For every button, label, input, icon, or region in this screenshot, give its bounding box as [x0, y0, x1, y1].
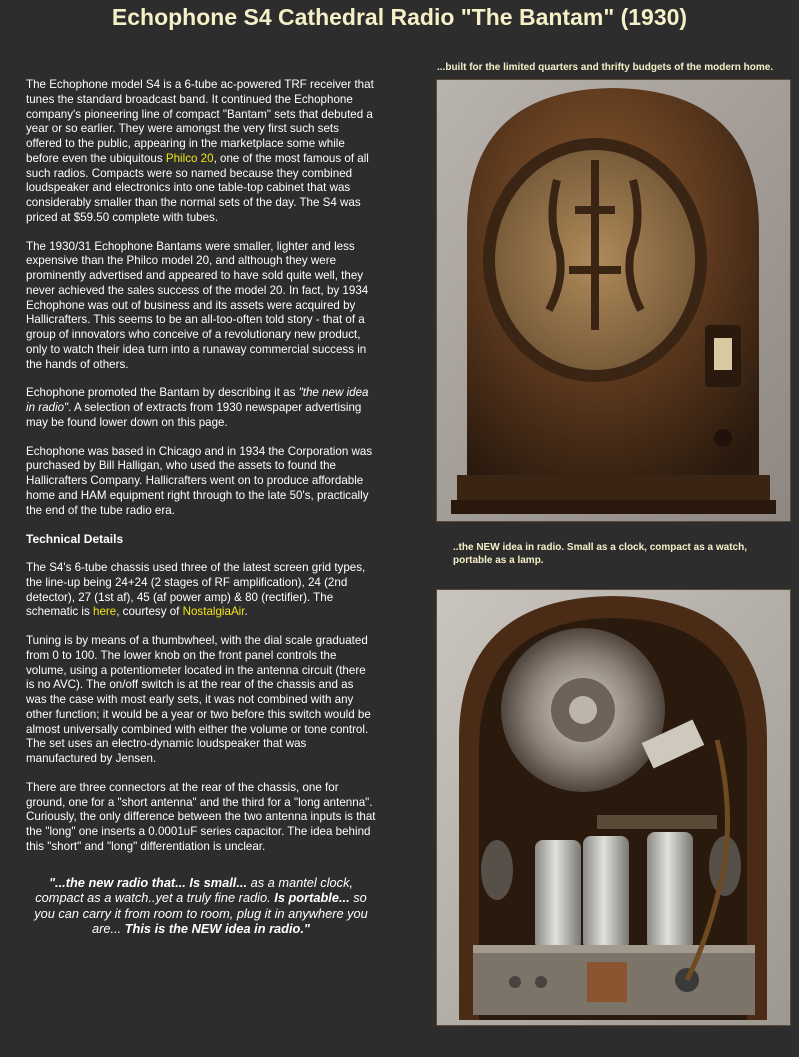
paragraph-tuning: Tuning is by means of a thumbwheel, with the dial scale graduated from 0 to 100. The lower knob on the front panel controls the volume, using a potentiometer located in the antenna circuit (there is no AVC). The on/off switch is at the rear of the chassis and as was the case with most early sets, it was not combined with any other function; it would be a year or two before this switch would be almost universally combined with either the volume or tone control. The set uses an electro-dynamic loudspeaker that was manufactured by Jensen. [26, 634, 371, 765]
radio-front-image [437, 80, 790, 521]
paragraph-hallicrafters: Echophone was based in Chicago and in 1934 the Corporation was purchased by Bill Halligan, who used the assets to found the Hallicrafters Company. Hallicrafters went on to produce affordable home and HAM equipment right through to the late 50's, practically the end of the tube radio era. [26, 444, 373, 517]
article-body [26, 78, 376, 937]
paragraph-history: The 1930/31 Echophone Bantams were smaller, lighter and less expensive than the Philco model 20, and although they were prominently advertised and appeared to have sold quite well, they never achieved the sales success of the model 20. In fact, by 1934 Echophone was out of business and its assets were acquired by Hallicrafters. This seems to be an all-too-often told story - that of a group of innovators who conceive of a revolutionary new product, only to watch their idea turn into a runaway commercial success in the hands of others. [26, 239, 369, 371]
middle-photo-caption: ..the NEW idea in radio. Small as a clock, compact as a watch, portable as a lamp. [453, 542, 747, 566]
paragraph-intro: The Echophone model S4 is a 6-tube ac-powered TRF receiver that tunes the standard broadcast band. It continued the Echophone company's pioneering line of compact "Bantam" sets that debuted a year or so earlier. They were amongst the very first such sets offered to the public, appearing in the marketplace some while before even the ubiquitous Philco 20, one of the most famous of all such radios. Compacts were so named because they combined loudspeaker and electronics into one table-top cabinet that was considerably smaller than the normal sets of the day. The S4 was priced at $59.50 complete with tubes. [26, 78, 374, 224]
paragraph-connectors: There are three connectors at the rear of the chassis, one for ground, one for a "short antenna" and the third for a "long antenna". Curiously, the only difference between the two antenna inputs is that the "long" one inserts a 0.0001uF series capacitor. The idea behind this "short" and "long" differentiation is unclear. [26, 780, 376, 853]
advert-quote: "...the new radio that... Is small... as a mantel clock, compact as a watch..yet a truly fine radio. Is portable... so you can carry it from room to room, plug it in anywhere you are... This is the NEW idea in radio." [34, 874, 368, 936]
philco-20-link[interactable]: Philco 20 [165, 151, 214, 165]
technical-details-heading: Technical Details [26, 532, 124, 547]
schematic-link[interactable]: here [93, 605, 117, 619]
nostalgiaair-link[interactable]: NostalgiaAir [182, 605, 245, 619]
radio-rear-photo [436, 589, 791, 1026]
top-photo-caption: ...built for the limited quarters and thrifty budgets of the modern home. [437, 62, 774, 73]
page-title: Echophone S4 Cathedral Radio "The Bantam" (1930) [111, 4, 688, 30]
paragraph-chassis: The S4's 6-tube chassis used three of the latest screen grid types, the line-up being 24+24 (2 stages of RF amplification), 24 (2nd detector), 27 (1st af), 45 (af power amp) & 80 (rectifier). The schematic is here, courtesy of NostalgiaAir. [26, 561, 366, 619]
paragraph-promotion: Echophone promoted the Bantam by describing it as "the new idea in radio". A selection of extracts from 1930 newspaper advertising may be found lower down on this page. [26, 386, 369, 429]
radio-front-photo [436, 79, 791, 522]
radio-chassis-image [437, 590, 790, 1025]
